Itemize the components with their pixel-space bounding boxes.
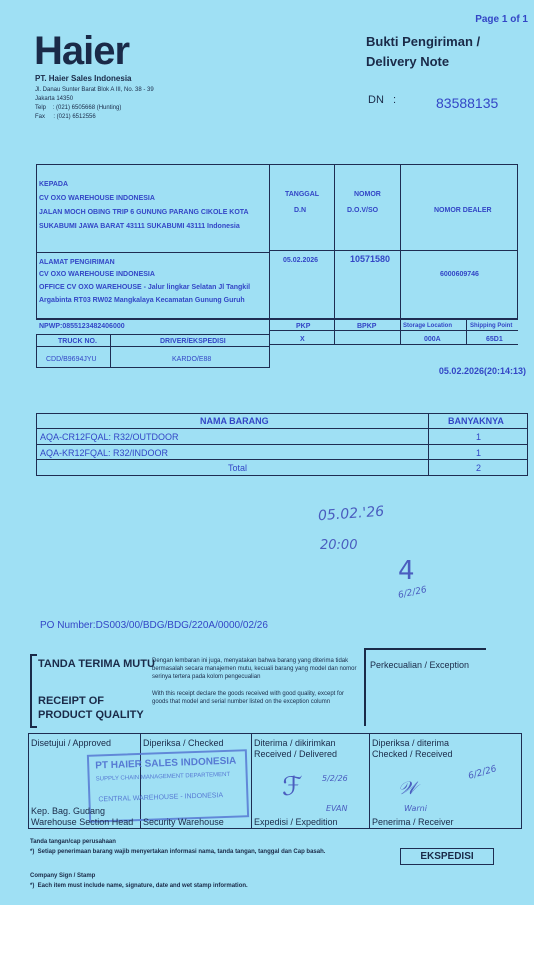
stamp-sub: CENTRAL WAREHOUSE - INDONESIA xyxy=(98,792,224,804)
shipping-value: 65D1 xyxy=(486,336,503,343)
divider xyxy=(269,164,270,320)
divider xyxy=(36,459,528,460)
doc-title: Bukti Pengiriman / xyxy=(366,34,481,49)
tanggal-label: TANGGAL xyxy=(285,191,320,198)
tanggal-sub: D.N xyxy=(294,207,307,214)
stamp-dept: SUPPLY CHAIN MANAGEMENT DEPARTEMENT xyxy=(95,771,231,783)
divider xyxy=(110,334,111,368)
page-label: Page 1 of 1 xyxy=(475,14,528,25)
divider xyxy=(36,318,518,319)
receiver-sign-date: 6/2/26 xyxy=(467,764,498,782)
recipient-address-2: SUKABUMI JAWA BARAT 43111 SUKABUMI 43111 Indonesia xyxy=(39,223,240,230)
copy-label: EKSPEDISI xyxy=(400,848,494,865)
checked-label: Diperiksa / Checked xyxy=(143,738,224,748)
receiver-sign-name: Warni xyxy=(404,804,427,813)
divider xyxy=(36,428,528,429)
storage-value: 000A xyxy=(424,336,441,343)
recipient-address-1: JALAN MOCH OBING TRIP 6 GUNUNG PARANG CIKOLE KOTA xyxy=(39,209,249,216)
divider xyxy=(36,252,270,253)
storage-label: Storage Location xyxy=(403,323,453,329)
company-stamp xyxy=(87,749,249,823)
receiver-signature: 𝒲 xyxy=(398,778,417,799)
item-name: AQA-CR12FQAL: R32/OUTDOOR xyxy=(40,432,179,442)
receipt-text-en: With this receipt declare the goods received with good quality, except for goods that model and serial number listed on the exception column xyxy=(152,691,344,705)
handwritten-time: 20:00 xyxy=(320,538,358,553)
footer-note-id: *) Setiap penerimaan barang wajib menyertakan informasi nama, tanda tangan, tanggal dan Cap basah. xyxy=(30,849,326,855)
divider xyxy=(269,250,518,251)
divider xyxy=(251,733,252,829)
company-address-1: Jl. Danau Sunter Barat Blok A III, No. 38 - 39 xyxy=(35,87,154,93)
company-address-2: Jakarta 14350 xyxy=(35,96,74,102)
received-label-2: Received / Delivered xyxy=(254,749,338,759)
haier-logo: Haier xyxy=(34,29,130,73)
divider xyxy=(428,413,429,476)
divider xyxy=(36,444,528,445)
expedisi-label: Expedisi / Expedition xyxy=(254,817,338,827)
divider xyxy=(369,733,370,829)
receipt-text-id: Dengan lembaran ini juga, menyatakan bahwa barang yang diterima tidak bermasalah secara manajemen mutu, kecuali barang yang model dan nomor serinya tertera pada kolom pengecualian xyxy=(152,658,357,680)
driver-value: KARDO/E88 xyxy=(172,356,212,363)
driver-label: DRIVER/EKSPEDISI xyxy=(160,338,226,345)
doc-subtitle: Delivery Note xyxy=(366,54,450,69)
dealer-label: NOMOR DEALER xyxy=(434,207,492,214)
total-label: Total xyxy=(228,463,248,473)
receipt-title-en: RECEIPT OF PRODUCT QUALITY xyxy=(38,695,144,721)
nomor-value: 10571580 xyxy=(350,254,391,264)
stamp-name: PT HAIER SALES INDONESIA xyxy=(95,755,237,772)
divider xyxy=(334,164,335,344)
footer-sign-label-en: Company Sign / Stamp xyxy=(30,873,96,879)
col-banyaknya: BANYAKNYA xyxy=(448,416,504,426)
npwp: NPWP:0855123482406000 xyxy=(39,323,125,330)
ship-name: CV OXO WAREHOUSE INDONESIA xyxy=(39,271,155,278)
expedition-signature: ℱ xyxy=(282,772,303,802)
exception-label: Perkecualian / Exception xyxy=(370,660,470,670)
pkp-value: X xyxy=(300,336,305,343)
handwritten-mark: 4 xyxy=(398,556,415,586)
bracket-left xyxy=(30,654,37,728)
company-telp: Telp : (021) 6505668 (Hunting) xyxy=(35,105,122,111)
company-fax: Fax : (021) 6512556 xyxy=(35,114,96,120)
security-label: Security Warehouse xyxy=(143,817,224,827)
company-name: PT. Haier Sales Indonesia xyxy=(35,74,132,83)
nomor-sub: D.O.V/SO xyxy=(347,207,379,214)
divider xyxy=(400,164,401,344)
shipping-label: Shipping Point xyxy=(470,323,513,329)
checked-received-label: Diperiksa / diterima xyxy=(372,738,450,748)
recipient-name: CV OXO WAREHOUSE INDONESIA xyxy=(39,195,155,202)
nomor-label: NOMOR xyxy=(354,191,381,198)
received-label: Diterima / dikirimkan xyxy=(254,738,336,748)
expedition-sign-name: EVAN xyxy=(326,804,348,813)
handwritten-date: 05.02.'26 xyxy=(317,503,385,525)
dealer-value: 6000609746 xyxy=(440,271,479,278)
approved-label: Disetujui / Approved xyxy=(31,738,112,748)
truck-value: CDD/B9694JYU xyxy=(46,356,97,363)
receipt-title-id: TANDA TERIMA MUTU xyxy=(38,658,155,670)
item-qty: 1 xyxy=(476,448,482,458)
kepada-label: KEPADA xyxy=(39,181,69,188)
ship-address-1: OFFICE CV OXO WAREHOUSE - Jalur lingkar Selatan Jl Tangkil xyxy=(39,284,251,291)
alamat-label: ALAMAT PENGIRIMAN xyxy=(39,259,115,266)
footer-note-en: *) Each item must include name, signature, date and wet stamp information. xyxy=(30,883,248,889)
warehouse-head-label-1: Kep. Bag. Gudang xyxy=(31,806,106,816)
handwritten-initial-date: 6/2/26 xyxy=(397,585,428,601)
dn-label: DN : xyxy=(368,94,397,106)
expedition-sign-date: 5/2/26 xyxy=(322,774,348,783)
dn-number: 83588135 xyxy=(436,95,499,111)
col-nama-barang: NAMA BARANG xyxy=(200,416,269,426)
pkp-label: PKP xyxy=(296,323,311,330)
truck-label: TRUCK NO. xyxy=(58,338,97,345)
tanggal-value: 05.02.2026 xyxy=(283,257,319,264)
penerima-label: Penerima / Receiver xyxy=(372,817,454,827)
divider xyxy=(466,318,467,344)
divider xyxy=(36,346,270,347)
po-number: PO Number:DS003/00/BDG/BDG/220A/0000/02/26 xyxy=(40,620,268,631)
checked-received-label-2: Checked / Received xyxy=(372,749,453,759)
warehouse-head-label-2: Warehouse Section Head xyxy=(31,817,134,827)
divider xyxy=(269,344,518,345)
item-qty: 1 xyxy=(476,432,482,442)
footer-sign-label: Tanda tangan/cap perusahaan xyxy=(30,839,116,845)
print-timestamp: 05.02.2026(20:14:13) xyxy=(438,366,526,376)
total-value: 2 xyxy=(476,463,482,473)
item-name: AQA-KR12FQAL: R32/INDOOR xyxy=(40,448,169,458)
bpkp-label: BPKP xyxy=(357,323,377,330)
ship-address-2: Argabinta RT03 RW02 Mangkalaya Kecamatan Gunung Guruh xyxy=(39,297,245,304)
